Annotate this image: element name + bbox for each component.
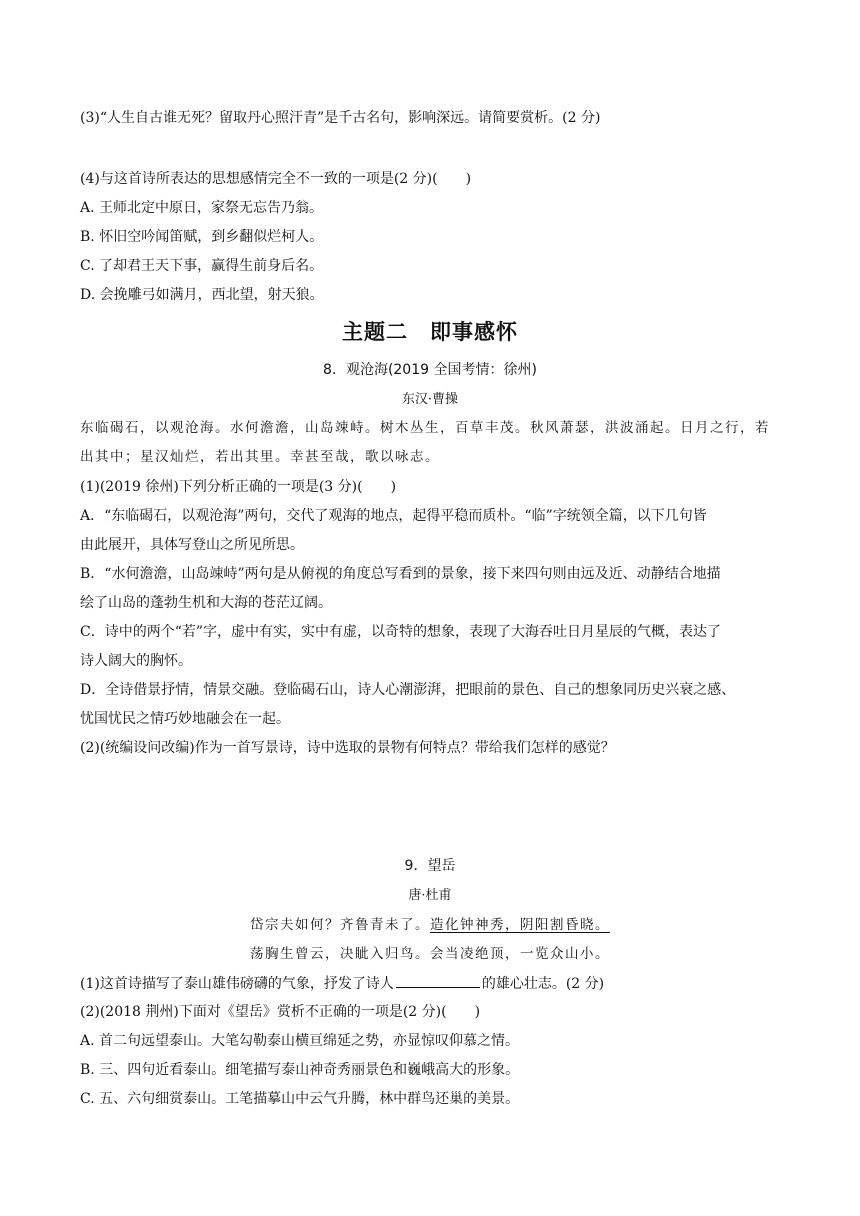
question-4: (4)与这首诗所表达的思想感情完全不一致的一项是(2 分)( ) <box>80 171 472 187</box>
poem9-author: 唐·杜甫 <box>408 888 452 903</box>
poem8-option-d-line2: 忧国忧民之情巧妙地融会在一起。 <box>80 711 290 727</box>
poem9-question-1 <box>80 973 782 994</box>
answer-blank[interactable] <box>396 973 480 988</box>
poem9-question-2: (2)(2018 荆州)下面对《望岳》赏析不正确的一项是(2 分)( ) <box>80 1004 481 1020</box>
poem8-text-line1: 东临碣石，以观沧海。水何澹澹，山岛竦峙。树木丛生，百草丰茂。秋风萧瑟，洪波涌起。日月之行，若 <box>80 420 770 436</box>
poem9-line1-underlined: 造化钟神秀，阴阳割昏晓。 <box>430 917 610 933</box>
poem8-option-a-line2: 由此展开，具体写登山之所见所思。 <box>80 537 304 553</box>
q4-option-b: B. 怀旧空吟闻笛赋，到乡翻似烂柯人。 <box>80 229 324 245</box>
poem8-option-a-line1: A．“东临碣石，以观沧海”两句，交代了观海的地点，起得平稳而质朴。“临”字统领全篇，以下几句皆 <box>80 508 707 524</box>
poem9-line1-first: 岱宗夫如何？齐鲁青未了。 <box>250 917 430 933</box>
poem9-title: 9．望岳 <box>404 858 456 874</box>
poem8-title: 8．观沧海(2019 全国考情：徐州) <box>323 362 537 378</box>
poem8-option-d-line1: D．全诗借景抒情，情景交融。登临碣石山，诗人心潮澎湃，把眼前的景色、自己的想象同历史兴衰之感、 <box>80 682 736 698</box>
poem8-option-c-line1: C．诗中的两个“若”字，虚中有实，实中有虚，以奇特的想象，表现了大海吞吐日月星辰的气概，表达了 <box>80 624 722 640</box>
poem9-q1-prefix: (1)这首诗描写了泰山雄伟磅礴的气象，抒发了诗人 <box>80 976 394 992</box>
poem9-option-a: A. 首二句远望泰山。大笔勾勒泰山横亘绵延之势，亦显惊叹仰慕之情。 <box>80 1033 520 1049</box>
poem9-option-b: B. 三、四句近看泰山。细笔描写泰山神奇秀丽景色和巍峨高大的形象。 <box>80 1062 520 1078</box>
poem9-option-c: C. 五、六句细赏泰山。工笔描摹山中云气升腾，林中群鸟还巢的美景。 <box>80 1091 520 1107</box>
poem9-line1 <box>0 915 860 935</box>
poem8-option-b-line1: B．“水何澹澹，山岛竦峙”两句是从俯视的角度总写看到的景象，接下来四句则由远及近、动静结合地描 <box>80 566 721 582</box>
q4-option-c: C. 了却君王天下事，赢得生前身后名。 <box>80 258 324 274</box>
poem8-text-line2: 出其中；星汉灿烂，若出其里。幸甚至哉，歌以咏志。 <box>80 449 440 465</box>
poem8-question-1: (1)(2019 徐州)下列分析正确的一项是(3 分)( ) <box>80 479 397 495</box>
q4-option-d: D. 会挽雕弓如满月，西北望，射天狼。 <box>80 287 324 303</box>
poem9-q1-suffix: 的雄心壮志。(2 分) <box>481 976 605 992</box>
poem8-option-b-line2: 绘了山岛的蓬勃生机和大海的苍茫辽阔。 <box>80 595 332 611</box>
q4-option-a: A. 王师北定中原日，家祭无忘告乃翁。 <box>80 200 324 216</box>
poem8-question-2: (2)(统编设问改编)作为一首写景诗，诗中选取的景物有何特点？带给我们怎样的感觉？ <box>80 740 615 756</box>
question-3: (3)“人生自古谁无死？留取丹心照汗青”是千古名句，影响深远。请简要赏析。(2 分) <box>80 110 601 126</box>
poem9-line2: 荡胸生曾云，决眦入归鸟。会当凌绝顶，一览众山小。 <box>250 946 610 962</box>
poem8-author: 东汉·曹操 <box>401 392 459 407</box>
poem8-option-c-line2: 诗人阔大的胸怀。 <box>80 653 192 669</box>
section-title: 主题二 即事感怀 <box>342 320 518 344</box>
